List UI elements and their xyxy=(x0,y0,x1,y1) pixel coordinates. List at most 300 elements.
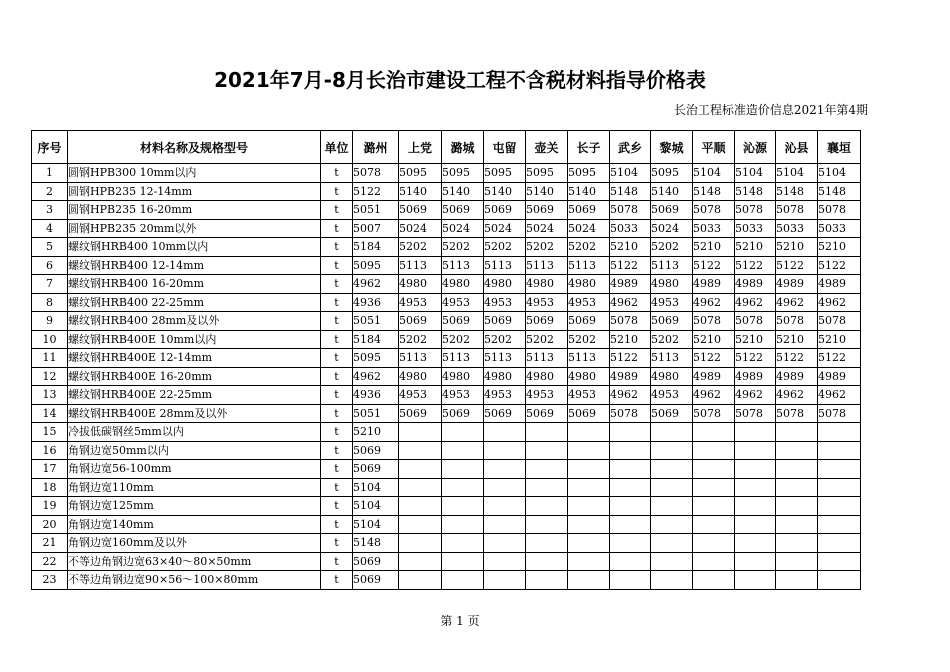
material-name: 角钢边宽125mm xyxy=(68,497,321,516)
price-cell: 5095 xyxy=(353,349,399,368)
price-cell: 4980 xyxy=(484,367,526,386)
table-row xyxy=(32,275,861,294)
price-cell: 5024 xyxy=(442,219,484,238)
unit-cell: t xyxy=(321,256,353,275)
material-name: 螺纹钢HRB400 12-14mm xyxy=(68,256,321,275)
price-cell: 4936 xyxy=(353,293,399,312)
price-cell: 5122 xyxy=(693,256,735,275)
unit-cell: t xyxy=(321,164,353,183)
price-cell: 4989 xyxy=(610,275,651,294)
price-cell: 5078 xyxy=(693,201,735,220)
price-cell xyxy=(776,478,818,497)
price-cell xyxy=(693,478,735,497)
price-cell: 4962 xyxy=(693,293,735,312)
price-cell xyxy=(442,423,484,442)
price-cell xyxy=(484,497,526,516)
unit-cell: t xyxy=(321,219,353,238)
price-cell: 5113 xyxy=(651,256,693,275)
table-row xyxy=(32,515,861,534)
price-cell: 5069 xyxy=(399,201,442,220)
price-cell xyxy=(693,460,735,479)
row-number: 7 xyxy=(32,275,68,294)
price-cell: 5202 xyxy=(484,238,526,257)
price-cell: 5095 xyxy=(651,164,693,183)
price-cell: 5095 xyxy=(484,164,526,183)
price-cell: 5069 xyxy=(399,404,442,423)
row-number: 9 xyxy=(32,312,68,331)
price-cell: 4980 xyxy=(442,275,484,294)
price-cell: 5069 xyxy=(442,404,484,423)
column-header: 襄垣 xyxy=(818,131,861,164)
row-number: 12 xyxy=(32,367,68,386)
price-cell xyxy=(735,478,776,497)
price-cell xyxy=(568,571,610,590)
price-cell: 5113 xyxy=(526,349,568,368)
price-cell: 5069 xyxy=(568,312,610,331)
price-cell: 5104 xyxy=(693,164,735,183)
price-cell: 4980 xyxy=(568,275,610,294)
price-cell: 4962 xyxy=(818,386,861,405)
price-cell: 5104 xyxy=(610,164,651,183)
row-number: 19 xyxy=(32,497,68,516)
price-cell xyxy=(399,552,442,571)
material-name: 螺纹钢HRB400E 22-25mm xyxy=(68,386,321,405)
price-cell xyxy=(610,423,651,442)
price-cell: 5113 xyxy=(442,349,484,368)
unit-cell: t xyxy=(321,515,353,534)
price-cell: 4953 xyxy=(651,386,693,405)
price-cell: 4953 xyxy=(526,293,568,312)
table-row xyxy=(32,423,861,442)
unit-cell: t xyxy=(321,460,353,479)
price-cell: 5069 xyxy=(526,201,568,220)
price-cell: 5210 xyxy=(776,238,818,257)
price-cell: 5104 xyxy=(353,497,399,516)
material-name: 圆钢HPB235 12-14mm xyxy=(68,182,321,201)
column-header: 长子 xyxy=(568,131,610,164)
price-cell: 4989 xyxy=(735,367,776,386)
price-cell xyxy=(651,460,693,479)
unit-cell: t xyxy=(321,330,353,349)
price-cell xyxy=(776,423,818,442)
price-cell xyxy=(399,441,442,460)
price-cell xyxy=(568,515,610,534)
price-cell: 5051 xyxy=(353,201,399,220)
price-cell xyxy=(568,552,610,571)
price-cell: 4962 xyxy=(776,386,818,405)
price-cell: 5069 xyxy=(651,312,693,331)
table-row xyxy=(32,182,861,201)
price-cell xyxy=(818,534,861,553)
price-cell: 5148 xyxy=(776,182,818,201)
table-row xyxy=(32,164,861,183)
price-cell xyxy=(693,534,735,553)
price-cell: 5113 xyxy=(442,256,484,275)
price-cell: 4989 xyxy=(776,275,818,294)
price-cell xyxy=(693,571,735,590)
price-cell: 4953 xyxy=(399,293,442,312)
column-header: 单位 xyxy=(321,131,353,164)
price-cell xyxy=(818,515,861,534)
table-row xyxy=(32,330,861,349)
price-cell: 5122 xyxy=(735,349,776,368)
price-cell: 5069 xyxy=(353,441,399,460)
price-cell xyxy=(651,478,693,497)
price-cell: 5202 xyxy=(651,330,693,349)
unit-cell: t xyxy=(321,497,353,516)
price-cell: 5202 xyxy=(651,238,693,257)
price-cell: 5033 xyxy=(818,219,861,238)
price-cell xyxy=(610,441,651,460)
price-cell xyxy=(568,497,610,516)
price-cell: 5069 xyxy=(353,571,399,590)
table-row xyxy=(32,552,861,571)
price-cell xyxy=(651,571,693,590)
price-cell xyxy=(442,441,484,460)
price-cell: 5148 xyxy=(693,182,735,201)
column-header: 黎城 xyxy=(651,131,693,164)
material-name: 角钢边宽160mm及以外 xyxy=(68,534,321,553)
price-cell xyxy=(399,515,442,534)
price-cell: 4989 xyxy=(693,275,735,294)
column-header: 平顺 xyxy=(693,131,735,164)
price-cell: 5148 xyxy=(818,182,861,201)
price-cell xyxy=(399,497,442,516)
price-table xyxy=(31,130,861,590)
price-cell: 4980 xyxy=(442,367,484,386)
price-cell: 5078 xyxy=(735,404,776,423)
price-cell xyxy=(735,497,776,516)
price-cell xyxy=(484,478,526,497)
price-cell xyxy=(651,515,693,534)
price-cell: 4980 xyxy=(526,275,568,294)
row-number: 23 xyxy=(32,571,68,590)
price-cell: 4953 xyxy=(568,293,610,312)
unit-cell: t xyxy=(321,349,353,368)
price-cell: 5104 xyxy=(353,515,399,534)
table-row xyxy=(32,312,861,331)
table-row xyxy=(32,293,861,312)
price-cell xyxy=(484,460,526,479)
unit-cell: t xyxy=(321,571,353,590)
row-number: 15 xyxy=(32,423,68,442)
row-number: 13 xyxy=(32,386,68,405)
price-cell: 5140 xyxy=(399,182,442,201)
price-cell: 5078 xyxy=(610,201,651,220)
material-name: 不等边角钢边宽63×40～80×50mm xyxy=(68,552,321,571)
price-cell xyxy=(484,552,526,571)
material-name: 螺纹钢HRB400 10mm以内 xyxy=(68,238,321,257)
price-cell: 5095 xyxy=(353,256,399,275)
price-cell: 5113 xyxy=(568,256,610,275)
price-cell: 5078 xyxy=(610,404,651,423)
page-title: 2021年7月-8月长治市建设工程不含税材料指导价格表 xyxy=(214,68,706,92)
price-cell: 5202 xyxy=(442,238,484,257)
price-cell: 5122 xyxy=(610,349,651,368)
price-cell xyxy=(610,571,651,590)
table-header-row xyxy=(32,131,861,164)
price-cell xyxy=(568,441,610,460)
price-cell xyxy=(484,571,526,590)
price-cell: 5078 xyxy=(776,312,818,331)
price-cell xyxy=(399,423,442,442)
price-cell: 5113 xyxy=(526,256,568,275)
price-cell xyxy=(442,478,484,497)
price-cell: 5069 xyxy=(353,552,399,571)
price-cell xyxy=(442,552,484,571)
price-cell: 5033 xyxy=(776,219,818,238)
price-cell xyxy=(776,441,818,460)
price-cell xyxy=(484,441,526,460)
unit-cell: t xyxy=(321,182,353,201)
material-name: 角钢边宽110mm xyxy=(68,478,321,497)
column-header: 材料名称及规格型号 xyxy=(68,131,321,164)
price-cell: 5069 xyxy=(353,460,399,479)
price-cell: 5024 xyxy=(526,219,568,238)
price-cell xyxy=(776,515,818,534)
price-cell: 5024 xyxy=(651,219,693,238)
price-cell: 5210 xyxy=(693,330,735,349)
price-cell xyxy=(526,515,568,534)
price-cell: 5113 xyxy=(568,349,610,368)
column-header: 沁县 xyxy=(776,131,818,164)
price-cell: 5140 xyxy=(484,182,526,201)
price-cell xyxy=(610,515,651,534)
price-cell: 5104 xyxy=(735,164,776,183)
price-cell: 5078 xyxy=(818,312,861,331)
unit-cell: t xyxy=(321,423,353,442)
price-cell xyxy=(610,534,651,553)
price-cell: 5051 xyxy=(353,312,399,331)
price-cell: 5095 xyxy=(568,164,610,183)
unit-cell: t xyxy=(321,367,353,386)
price-cell xyxy=(399,571,442,590)
unit-cell: t xyxy=(321,404,353,423)
price-cell: 4962 xyxy=(735,293,776,312)
price-cell: 5069 xyxy=(526,312,568,331)
column-header: 潞城 xyxy=(442,131,484,164)
price-cell: 4980 xyxy=(651,275,693,294)
price-cell xyxy=(526,423,568,442)
price-cell: 5069 xyxy=(651,201,693,220)
price-cell: 4980 xyxy=(399,367,442,386)
price-cell: 5078 xyxy=(693,312,735,331)
unit-cell: t xyxy=(321,238,353,257)
price-cell xyxy=(776,552,818,571)
price-cell: 5078 xyxy=(776,404,818,423)
price-cell xyxy=(484,534,526,553)
price-cell: 5202 xyxy=(399,330,442,349)
price-cell: 5095 xyxy=(442,164,484,183)
column-header: 壶关 xyxy=(526,131,568,164)
price-cell xyxy=(442,571,484,590)
price-cell: 5069 xyxy=(484,312,526,331)
price-cell: 5148 xyxy=(610,182,651,201)
price-cell: 5069 xyxy=(568,404,610,423)
price-cell xyxy=(776,534,818,553)
material-name: 角钢边宽56-100mm xyxy=(68,460,321,479)
price-cell xyxy=(526,571,568,590)
price-cell xyxy=(735,423,776,442)
price-cell: 5148 xyxy=(353,534,399,553)
price-cell: 5202 xyxy=(526,238,568,257)
price-cell xyxy=(818,571,861,590)
price-cell: 4953 xyxy=(442,386,484,405)
price-cell: 5033 xyxy=(610,219,651,238)
price-cell xyxy=(651,497,693,516)
column-header: 武乡 xyxy=(610,131,651,164)
table-row xyxy=(32,404,861,423)
price-cell: 4962 xyxy=(776,293,818,312)
row-number: 3 xyxy=(32,201,68,220)
price-cell: 5202 xyxy=(526,330,568,349)
table-row xyxy=(32,571,861,590)
price-cell: 5104 xyxy=(776,164,818,183)
price-cell: 5184 xyxy=(353,238,399,257)
price-cell: 5033 xyxy=(735,219,776,238)
row-number: 4 xyxy=(32,219,68,238)
price-cell: 5184 xyxy=(353,330,399,349)
price-cell xyxy=(399,460,442,479)
material-name: 冷拔低碳钢丝5mm以内 xyxy=(68,423,321,442)
unit-cell: t xyxy=(321,478,353,497)
price-cell: 5202 xyxy=(442,330,484,349)
price-cell: 5122 xyxy=(776,256,818,275)
price-cell xyxy=(610,552,651,571)
page-number: 第 1 页 xyxy=(440,614,480,628)
price-cell: 5122 xyxy=(735,256,776,275)
price-cell xyxy=(735,460,776,479)
row-number: 10 xyxy=(32,330,68,349)
price-cell xyxy=(735,534,776,553)
price-cell xyxy=(442,515,484,534)
price-cell: 4989 xyxy=(610,367,651,386)
price-cell: 4962 xyxy=(818,293,861,312)
price-cell: 5210 xyxy=(693,238,735,257)
price-cell xyxy=(735,552,776,571)
price-cell: 5024 xyxy=(568,219,610,238)
price-cell: 4936 xyxy=(353,386,399,405)
table-row xyxy=(32,219,861,238)
row-number: 16 xyxy=(32,441,68,460)
price-cell: 5140 xyxy=(526,182,568,201)
price-cell: 5078 xyxy=(735,201,776,220)
price-cell xyxy=(818,441,861,460)
price-cell xyxy=(610,460,651,479)
price-cell: 5202 xyxy=(399,238,442,257)
price-cell xyxy=(484,515,526,534)
material-name: 螺纹钢HRB400 28mm及以外 xyxy=(68,312,321,331)
material-name: 螺纹钢HRB400 22-25mm xyxy=(68,293,321,312)
price-cell xyxy=(735,571,776,590)
price-cell: 5113 xyxy=(484,349,526,368)
price-cell xyxy=(651,441,693,460)
price-cell xyxy=(693,423,735,442)
price-cell: 5122 xyxy=(818,256,861,275)
price-cell: 4953 xyxy=(651,293,693,312)
price-cell xyxy=(818,478,861,497)
material-name: 螺纹钢HRB400E 10mm以内 xyxy=(68,330,321,349)
price-cell: 4962 xyxy=(735,386,776,405)
price-cell xyxy=(818,460,861,479)
price-cell xyxy=(735,441,776,460)
price-cell: 5078 xyxy=(693,404,735,423)
row-number: 1 xyxy=(32,164,68,183)
price-cell xyxy=(568,478,610,497)
price-cell: 4980 xyxy=(526,367,568,386)
price-cell xyxy=(818,497,861,516)
price-cell: 4980 xyxy=(651,367,693,386)
price-cell: 5095 xyxy=(399,164,442,183)
price-cell xyxy=(651,552,693,571)
price-cell: 5069 xyxy=(442,201,484,220)
price-cell: 5210 xyxy=(818,238,861,257)
price-cell: 5069 xyxy=(399,312,442,331)
price-cell: 5122 xyxy=(693,349,735,368)
price-cell: 5122 xyxy=(818,349,861,368)
price-cell: 5007 xyxy=(353,219,399,238)
material-name: 螺纹钢HRB400E 28mm及以外 xyxy=(68,404,321,423)
material-name: 圆钢HPB235 20mm以外 xyxy=(68,219,321,238)
table-row xyxy=(32,534,861,553)
price-cell xyxy=(776,497,818,516)
price-cell xyxy=(735,515,776,534)
column-header: 屯留 xyxy=(484,131,526,164)
row-number: 14 xyxy=(32,404,68,423)
unit-cell: t xyxy=(321,534,353,553)
material-name: 角钢边宽50mm以内 xyxy=(68,441,321,460)
price-cell: 5078 xyxy=(818,201,861,220)
unit-cell: t xyxy=(321,441,353,460)
price-cell: 5104 xyxy=(818,164,861,183)
price-cell: 4989 xyxy=(818,367,861,386)
price-cell xyxy=(610,497,651,516)
price-cell xyxy=(693,497,735,516)
price-cell: 4953 xyxy=(399,386,442,405)
price-cell xyxy=(776,571,818,590)
price-cell: 4962 xyxy=(610,386,651,405)
price-cell: 4980 xyxy=(399,275,442,294)
price-cell: 4980 xyxy=(568,367,610,386)
row-number: 6 xyxy=(32,256,68,275)
price-cell: 5122 xyxy=(353,182,399,201)
material-name: 角钢边宽140mm xyxy=(68,515,321,534)
unit-cell: t xyxy=(321,275,353,294)
price-cell: 5078 xyxy=(735,312,776,331)
price-cell: 5148 xyxy=(735,182,776,201)
price-cell: 4962 xyxy=(693,386,735,405)
row-number: 17 xyxy=(32,460,68,479)
price-cell: 5210 xyxy=(735,238,776,257)
price-cell xyxy=(526,552,568,571)
price-cell: 4953 xyxy=(484,293,526,312)
price-cell: 5113 xyxy=(399,349,442,368)
price-cell: 5078 xyxy=(776,201,818,220)
price-cell: 4989 xyxy=(776,367,818,386)
price-cell xyxy=(776,460,818,479)
price-cell: 5210 xyxy=(610,330,651,349)
price-cell: 5104 xyxy=(353,478,399,497)
price-cell: 5069 xyxy=(526,404,568,423)
price-cell xyxy=(526,497,568,516)
price-cell: 5202 xyxy=(568,238,610,257)
price-cell: 4953 xyxy=(526,386,568,405)
price-cell: 4989 xyxy=(735,275,776,294)
unit-cell: t xyxy=(321,386,353,405)
price-cell xyxy=(568,423,610,442)
price-cell: 5095 xyxy=(526,164,568,183)
price-cell xyxy=(693,441,735,460)
